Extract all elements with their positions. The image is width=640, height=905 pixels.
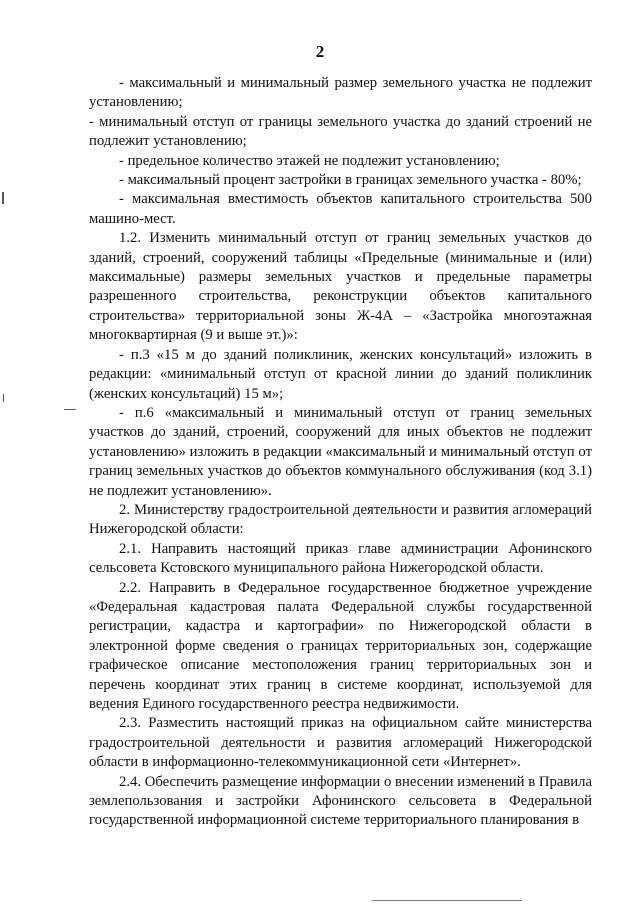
paragraph-building-percent: - максимальный процент застройки в границах земельного участка - 80%;	[119, 172, 582, 189]
paragraph-floor-count: - предельное количество этажей не подлежит установлению;	[119, 152, 500, 169]
paragraph-item-2-4: 2.4. Обеспечить размещение информации о внесении изменений в Правила землепользования и застройки Афонинского сельсовета в Федеральной государственной информационной системе территориального планирования в	[89, 773, 592, 829]
paragraph-parking-capacity: - максимальная вместимость объектов капитального строительства 500 машино-мест.	[89, 191, 592, 227]
paragraph-land-plot-size: - максимальный и минимальный размер земельного участка не подлежит установлению;	[89, 75, 592, 111]
scan-artifact-left-small	[3, 394, 4, 402]
paragraph-min-setback: - минимальный отступ от границы земельного участка до зданий строений не подлежит установлению;	[89, 113, 592, 150]
document-body	[89, 74, 592, 831]
paragraph-item-p3: - п.3 «15 м до зданий поликлиник, женских консультаций» изложить в редакции: «минимальный отступ от красной линии до зданий поликлиник (женских консультаций) 15 м»;	[89, 346, 592, 402]
paragraph-item-1-2: 1.2. Изменить минимальный отступ от границ земельных участков до зданий, строений, сооружений таблицы «Предельные (минимальные и (или) максимальные) размеры земельных участков и предельные параметры разрешенного строительства, реконструкции объектов капитального строительства» территориальной зоны Ж-4А – «Застройка многоэтажная многоквартирная (9 и выше эт.)»:	[89, 230, 592, 344]
paragraph-item-2-3: 2.3. Разместить настоящий приказ на официальном сайте министерства градостроительной деятельности и развития агломераций Нижегородской области в информационно-телекоммуникационной сети «Интернет».	[89, 715, 592, 771]
scan-artifact-bottom-line	[372, 900, 522, 901]
page-number: 2	[315, 42, 325, 61]
scan-artifact-left-mid	[64, 409, 76, 410]
paragraph-item-2: 2. Министерству градостроительной деятельности и развития агломераций Нижегородской области:	[89, 501, 592, 538]
paragraph-item-2-2: 2.2. Направить в Федеральное государственное бюджетное учреждение «Федеральная кадастровая палата Федеральной службы государственной регистрации, кадастра и картографии» по Нижегородской области в электронной форме сведения о границах территориальных зон, содержащие графическое описание местоположения границ территориальных зон и перечень координат этих границ в системе координат, используемой для ведения Единого государственного реестра недвижимости.	[89, 579, 592, 712]
paragraph-item-p6: - п.6 «максимальный и минимальный отступ от границ земельных участков до зданий, строений, сооружений для иных объектов не подлежит установлению» изложить в редакции «максимальный и минимальный отступ от границ земельных участков до объектов коммунального обслуживания (код 3.1) не подлежит установлению».	[89, 404, 592, 499]
scan-artifact-left-top	[2, 192, 4, 204]
paragraph-item-2-1: 2.1. Направить настоящий приказ главе администрации Афонинского сельсовета Кстовского муниципального района Нижегородской области.	[89, 540, 592, 577]
